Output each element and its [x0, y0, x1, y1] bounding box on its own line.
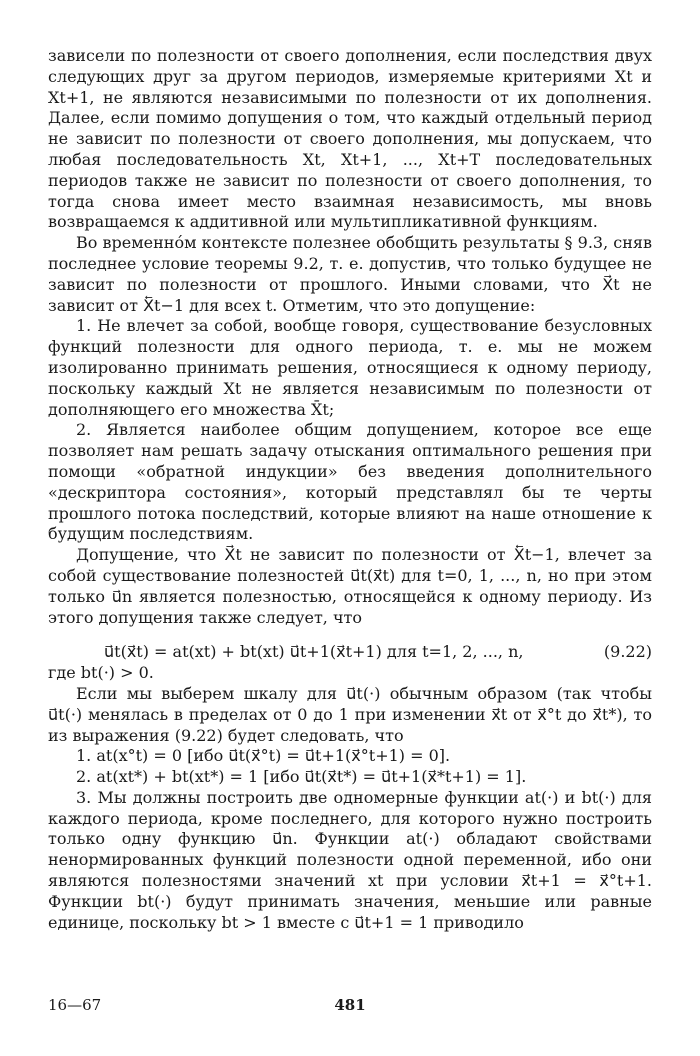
formula-expression: u⃗t(x⃗t) = at(xt) + bt(xt) u⃗t+1(x⃗t+1) для t=1, 2, ..., n, — [104, 642, 524, 662]
formula-9-22 — [48, 642, 652, 663]
paragraph-2: Во временнóм контексте полезнее обобщить результаты § 9.3, сняв последнее условие теоремы 9.2, т. е. допустив, что только будущее не зависит по полезности от прошлого. Иными словами, что X⃗t не зависит от X⃖t−1 для всех t. Отметим, что это допущение: — [48, 233, 652, 315]
paragraph-1: зависели по полезности от своего дополнения, если последствия двух следующих друг за другом периодов, измеряемые критериями Xt и Xt+1, не являются независимыми по полезности от их дополнения. Далее, если помимо допущения о том, что каждый отдельный период не зависит по полезности от своего дополнения, мы допускаем, что любая последовательность Xt, Xt+1, ..., Xt+T последовательных периодов также не зависит по полезности от своего дополнения, то тогда снова имеет место взаимная независимость, мы вновь возвращаемся к аддитивной или мультипликативной функциям. — [48, 46, 652, 232]
equation-2: 2. at(xt*) + bt(xt*) = 1 [ибо u⃗t(x⃗t*) = u⃗t+1(x⃗*t+1) = 1]. — [76, 767, 527, 787]
paragraph-point-2: 2. Является наиболее общим допущением, которое все еще позволяет нам решать задачу отыскания оптимального решения при помощи «обратной индукции» без введения дополнительного «дескриптора состояния», который представлял бы те черты прошлого потока последствий, которые влияют на наше отношение к будущим последствиям. — [48, 420, 652, 544]
paragraph-assumption: Допущение, что X⃗t не зависит по полезности от X⃖t−1, влечет за собой существование полезностей u⃗t(x⃗t) для t=0, 1, ..., n, но при этом только u⃗n является полезностью, относящейся к одному периоду. Из этого допущения также следует, что — [48, 545, 652, 627]
paragraph-scale: Если мы выберем шкалу для u⃗t(·) обычным образом (так чтобы u⃗t(·) менялась в пределах от 0 до 1 при изменении x⃗t от x⃗°t до x⃗t*), то из выражения (9.22) будет следовать, что — [48, 683, 652, 745]
formula-number: (9.22) — [603, 642, 652, 662]
paragraph-point-1: 1. Не влечет за собой, вообще говоря, существование безусловных функций полезности для одного периода, т. е. мы не можем изолированно принимать решения, относящиеся к одному периоду, поскольку каждый Xt не является независимым по полезности от дополняющего его множества X̄t; — [48, 316, 652, 419]
formula-condition: где bt(·) > 0. — [48, 663, 154, 683]
page-number: 481 — [334, 996, 366, 1014]
equation-1: 1. at(x°t) = 0 [ибо u⃗t(x⃗°t) = u⃗t+1(x⃗°t+1) = 0]. — [76, 746, 451, 766]
paragraph-point-3: 3. Мы должны построить две одномерные функции at(·) и bt(·) для каждого периода, кроме последнего, для которого нужно построить только одну функцию u⃗n. Функции at(·) обладают свойствами ненормированных функций полезности одной переменной, ибо они являются полезностями значений xt при условии x⃗t+1 = x⃗°t+1. Функции bt(·) будут принимать значения, меньшие или равные единице, поскольку bt > 1 вместе с u⃗t+1 = 1 приводило — [48, 787, 652, 932]
signature-mark: 16—67 — [48, 996, 102, 1014]
page-body — [48, 46, 652, 933]
